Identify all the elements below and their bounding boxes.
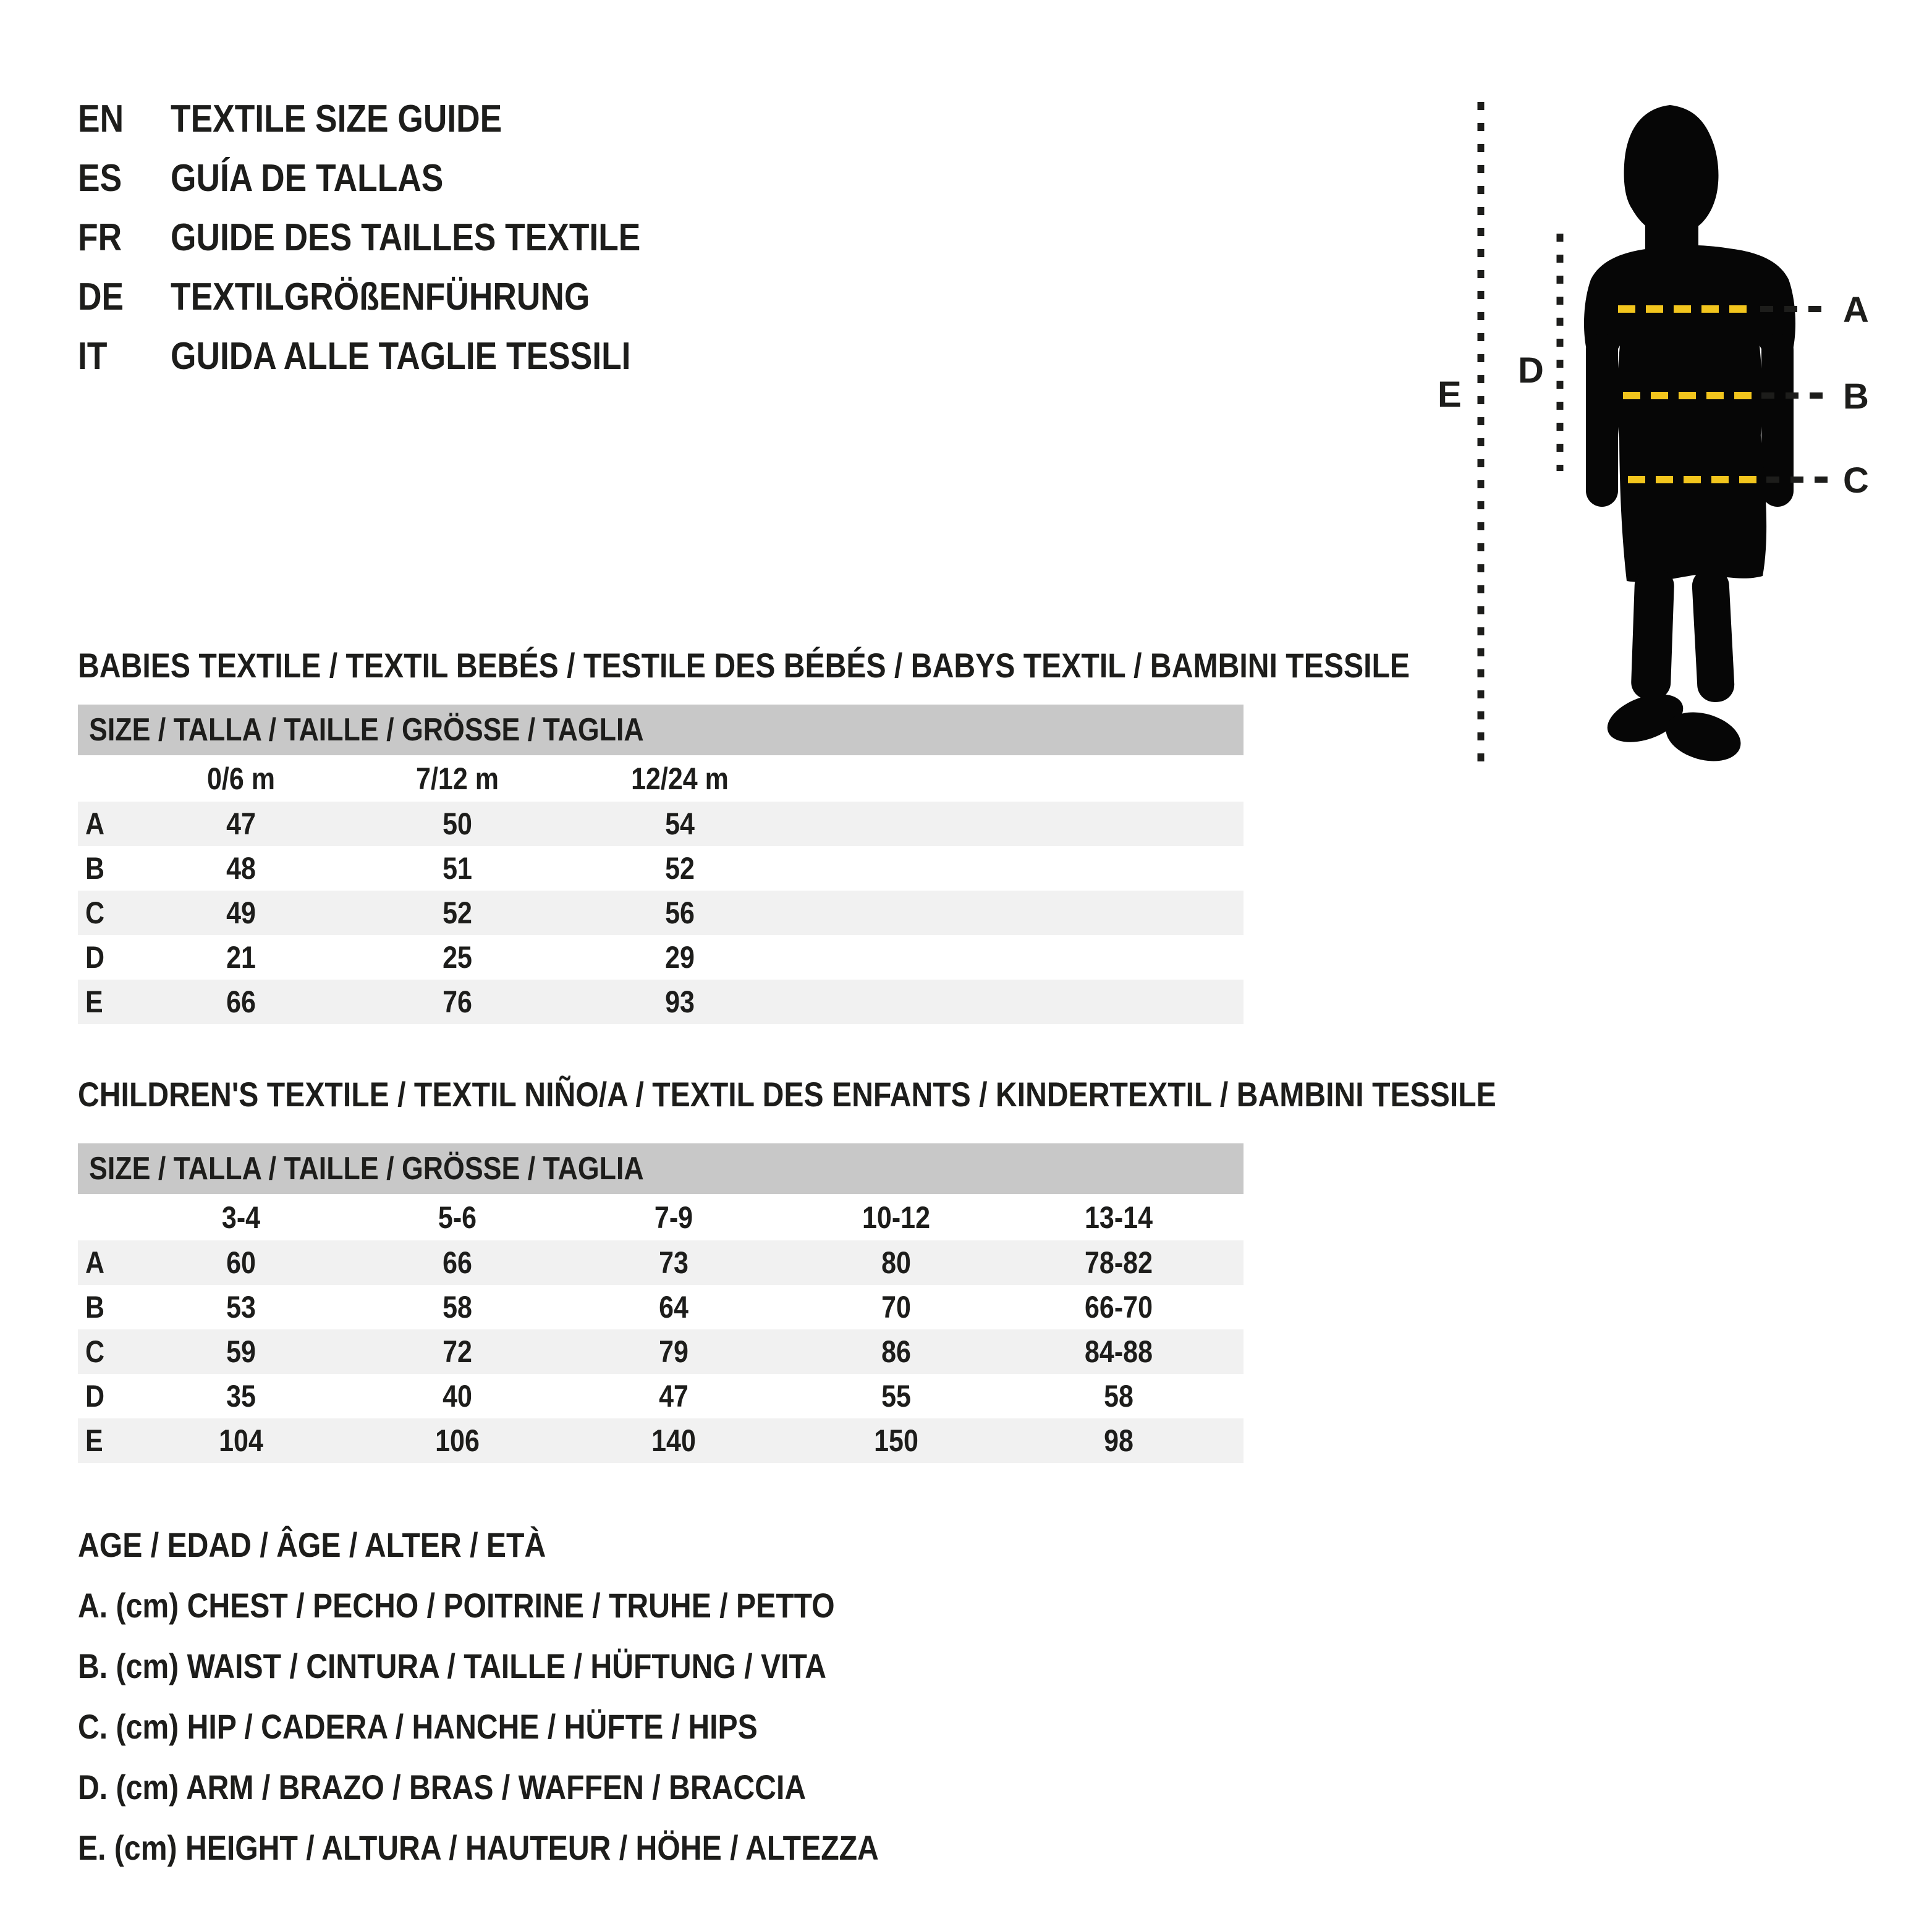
row-label: A <box>85 807 105 841</box>
row-label: C <box>85 1334 105 1369</box>
babies-section-title <box>78 645 1627 685</box>
language-code: ES <box>78 156 122 200</box>
measurement-figure <box>1415 87 1932 797</box>
table-cell: 55 <box>881 1379 911 1413</box>
table-cell: 104 <box>219 1423 263 1458</box>
table-cell: 78-82 <box>1085 1245 1153 1280</box>
table-cell: 48 <box>226 851 256 886</box>
table-cell: 150 <box>874 1423 918 1458</box>
children-section-title-text: CHILDREN'S TEXTILE / TEXTIL NIÑO/A / TEXTIL DES ENFANTS / KINDERTEXTIL / BAMBINI TESSILE <box>78 1074 1496 1114</box>
column-header: 7/12 m <box>416 761 499 796</box>
table-cell: 52 <box>665 851 695 886</box>
table-cell: 64 <box>659 1290 688 1324</box>
table-cell: 29 <box>665 940 695 975</box>
babies-column-headers <box>78 755 1244 802</box>
table-cell: 35 <box>226 1379 256 1413</box>
table-row <box>78 1374 1244 1418</box>
legend-text: AGE / EDAD / ÂGE / ALTER / ETÀ <box>78 1525 546 1564</box>
table-cell: 25 <box>443 940 472 975</box>
table-cell: 79 <box>659 1334 688 1369</box>
table-cell: 66 <box>443 1245 472 1280</box>
column-header: 7-9 <box>654 1200 693 1235</box>
size-header-text: SIZE / TALLA / TAILLE / GRÖSSE / TAGLIA <box>89 712 644 748</box>
language-code: DE <box>78 275 124 318</box>
legend-line-height <box>78 1817 1009 1878</box>
figure-label-b: B <box>1843 376 1869 417</box>
table-row <box>78 1285 1244 1329</box>
column-header: 5-6 <box>438 1200 477 1235</box>
babies-size-header-bar <box>78 705 1244 755</box>
table-cell: 21 <box>226 940 256 975</box>
children-size-table <box>78 1143 1244 1463</box>
table-cell: 56 <box>665 896 695 930</box>
language-row-de <box>78 267 717 326</box>
table-cell: 47 <box>226 807 256 841</box>
measurement-legend <box>78 1514 1009 1878</box>
table-cell: 53 <box>226 1290 256 1324</box>
language-title: TEXTILGRÖßENFÜHRUNG <box>171 275 590 318</box>
row-label: B <box>85 851 105 886</box>
column-header: 3-4 <box>221 1200 261 1235</box>
row-label: E <box>85 985 103 1019</box>
figure-label-a: A <box>1843 290 1869 330</box>
language-header <box>78 89 717 386</box>
table-cell: 84-88 <box>1085 1334 1153 1369</box>
figure-label-c: C <box>1843 460 1869 501</box>
table-row <box>78 1329 1244 1374</box>
legend-text: B. (cm) WAIST / CINTURA / TAILLE / HÜFTUNG / VITA <box>78 1646 827 1685</box>
table-cell: 52 <box>443 896 472 930</box>
table-cell: 60 <box>226 1245 256 1280</box>
legend-line-arm <box>78 1756 1009 1817</box>
table-cell: 70 <box>881 1290 911 1324</box>
table-row <box>78 802 1244 846</box>
language-row-es <box>78 148 717 208</box>
table-row <box>78 1240 1244 1285</box>
language-row-en <box>78 89 717 148</box>
babies-section-title-text: BABIES TEXTILE / TEXTIL BEBÉS / TESTILE DES BÉBÉS / BABYS TEXTIL / BAMBINI TESSILE <box>78 645 1410 685</box>
legend-line-age <box>78 1514 1009 1575</box>
children-size-header-bar <box>78 1143 1244 1194</box>
table-cell: 58 <box>443 1290 472 1324</box>
table-cell: 93 <box>665 985 695 1019</box>
column-header: 0/6 m <box>207 761 275 796</box>
legend-line-hip <box>78 1696 1009 1756</box>
language-title: GUÍA DE TALLAS <box>171 156 444 200</box>
table-cell: 59 <box>226 1334 256 1369</box>
children-section-title <box>78 1074 1727 1114</box>
row-label: C <box>85 896 105 930</box>
table-row <box>78 980 1244 1024</box>
language-title: TEXTILE SIZE GUIDE <box>171 97 502 140</box>
babies-size-table <box>78 705 1244 1024</box>
column-header: 12/24 m <box>631 761 729 796</box>
table-cell: 49 <box>226 896 256 930</box>
row-label: A <box>85 1245 105 1280</box>
table-cell: 76 <box>443 985 472 1019</box>
language-code: FR <box>78 216 122 259</box>
row-label: D <box>85 940 105 975</box>
table-row <box>78 935 1244 980</box>
figure-label-d: D <box>1518 350 1544 391</box>
row-label: E <box>85 1423 103 1458</box>
table-cell: 80 <box>881 1245 911 1280</box>
column-header: 10-12 <box>862 1200 930 1235</box>
table-cell: 47 <box>659 1379 688 1413</box>
table-cell: 40 <box>443 1379 472 1413</box>
size-header-text: SIZE / TALLA / TAILLE / GRÖSSE / TAGLIA <box>89 1151 644 1187</box>
legend-line-waist <box>78 1635 1009 1696</box>
language-row-it <box>78 326 717 386</box>
table-cell: 58 <box>1104 1379 1133 1413</box>
table-cell: 86 <box>881 1334 911 1369</box>
language-row-fr <box>78 208 717 267</box>
row-label: B <box>85 1290 105 1324</box>
table-cell: 140 <box>651 1423 696 1458</box>
table-cell: 72 <box>443 1334 472 1369</box>
table-cell: 106 <box>435 1423 480 1458</box>
legend-text: D. (cm) ARM / BRAZO / BRAS / WAFFEN / BRACCIA <box>78 1767 807 1807</box>
table-cell: 73 <box>659 1245 688 1280</box>
column-header: 13-14 <box>1085 1200 1153 1235</box>
language-title: GUIDA ALLE TAGLIE TESSILI <box>171 334 631 378</box>
legend-text: A. (cm) CHEST / PECHO / POITRINE / TRUHE / PETTO <box>78 1585 835 1625</box>
table-cell: 98 <box>1104 1423 1133 1458</box>
figure-label-e: E <box>1438 375 1462 415</box>
table-cell: 54 <box>665 807 695 841</box>
table-cell: 50 <box>443 807 472 841</box>
language-code: IT <box>78 334 108 378</box>
table-cell: 66 <box>226 985 256 1019</box>
table-row <box>78 1418 1244 1463</box>
legend-text: C. (cm) HIP / CADERA / HANCHE / HÜFTE / HIPS <box>78 1706 758 1746</box>
children-column-headers <box>78 1194 1244 1240</box>
table-cell: 66-70 <box>1085 1290 1153 1324</box>
language-title: GUIDE DES TAILLES TEXTILE <box>171 216 641 259</box>
table-row <box>78 846 1244 891</box>
language-code: EN <box>78 97 124 140</box>
legend-text: E. (cm) HEIGHT / ALTURA / HAUTEUR / HÖHE / ALTEZZA <box>78 1828 879 1867</box>
table-cell: 51 <box>443 851 472 886</box>
table-row <box>78 891 1244 935</box>
row-label: D <box>85 1379 105 1413</box>
legend-line-chest <box>78 1575 1009 1635</box>
